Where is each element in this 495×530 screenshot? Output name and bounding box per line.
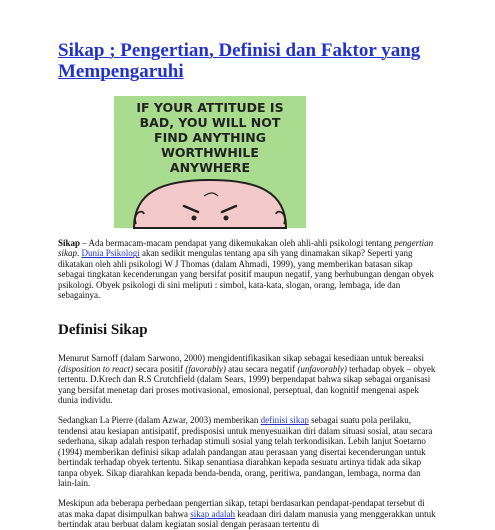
p3-text-1: Meskipun ada beberapa perbedaan pengertian sikap, tetapi berdasarkan pendapat-pendapat tersebut di atas maka dapat disimpulkan bahwa — [58, 498, 425, 519]
p1-text-1: Menurut Sarnoff (dalam Sarwono, 2000) mengidentifikasikan sikap sebagai kesediaan untuk bereaksi — [58, 353, 424, 364]
poster-line-3: FIND ANYTHING — [154, 130, 266, 145]
intro-text-3: akan sedikit mengulas tentang apa sih yang dinamakan sikap? Seperti yang dikatakan oleh ahli psikologi W J Thomas (dalam Ahmadi, 1999), yang memberikan batasan sikap sebagai tingkatan kecenderungan yang bersifat positif maupun negatif, yang berhubungan dengan obyek psikologi. Obyek psikologi di sini meliputi : simbol, kata-kata, slogan, orang, lembaga, ide dan sebagainya. — [58, 248, 434, 301]
p2-text-2: sebagai suatu pola perilaku, tendensi atau kesiapan antisipatif, predisposisi untuk menyesuaikan diri dalam situasi sosial, atau secara sederhana, sikap adalah respon terhadap stimuli sosial yang telah terkondisikan. Lebih lanjut Soetarno (1994) memberikan definisi sikap adalah pandangan atau perasaan yang disertai kecenderungan untuk bertindak terhadap obyek tertentu. Sikap senantiasa diarahkan kepada sesuatu artinya tidak ada sikap tanpa obyek. Sikap diarahkan kepada benda-benda, orang, peritiwa, pandangan, lembaga, norma dan lain-lain. — [58, 415, 433, 488]
p2-text-1: Sedangkan La Pierre (dalam Azwar, 2003) memberikan — [58, 415, 261, 426]
paragraph-kesimpulan — [58, 498, 437, 529]
intro-italic: pengertian sikap — [58, 238, 434, 259]
p1-text-4: terhadap obyek – obyek tertentu. D.Krech dan R.S Crutchfield (dalam Sears, 1999) berpendapat bahwa sikap sebagai organisasi yang bersifat menetap dari proses motivasional, emosional, perseptual, dan kognitif mengenai aspek dunia individu. — [58, 363, 436, 406]
intro-text-2: . — [77, 248, 82, 259]
p1-text-2: secara positif — [133, 363, 186, 374]
poster-line-5: ANYWHERE — [169, 160, 251, 175]
paragraph-sarnoff — [58, 353, 437, 405]
article-title[interactable]: Sikap ; Pengertian, Definisi dan Faktor yang Mempengaruhi — [58, 40, 421, 82]
intro-text-1: – Ada bermacam-macam pendapat yang dikemukakan oleh ahli-ahli psikologi tentang — [80, 238, 395, 248]
poster-line-4: WORTHWHILE — [161, 145, 259, 160]
poster-line-2: BAD, YOU WILL NOT — [139, 115, 281, 130]
section-heading-definisi: Definisi Sikap — [58, 322, 148, 339]
p3-text-2: keadaan diri dalam manusia yang menggerakkan untuk bertindak atau berbuat dalam kegiatan sosial dengan perasaan tertentu di — [58, 508, 436, 530]
definisi-sikap-link[interactable]: definisi sikap — [260, 415, 309, 426]
attitude-poster — [114, 96, 306, 228]
poster-line-1: IF YOUR ATTITUDE IS — [136, 100, 284, 115]
dunia-psikologi-link[interactable]: Dunia Psikologi — [81, 248, 140, 259]
p1-italic-1: (disposition to react) — [58, 363, 134, 374]
p1-italic-3: (unfavorably) — [297, 363, 347, 374]
p1-italic-2: (favorably) — [185, 363, 226, 374]
paragraph-la-pierre — [58, 415, 437, 488]
intro-term: Sikap — [58, 238, 81, 248]
intro-paragraph — [58, 238, 437, 300]
sikap-adalah-link[interactable]: sikap adalah — [190, 508, 235, 519]
p1-text-3: atau secara negatif — [225, 363, 298, 374]
